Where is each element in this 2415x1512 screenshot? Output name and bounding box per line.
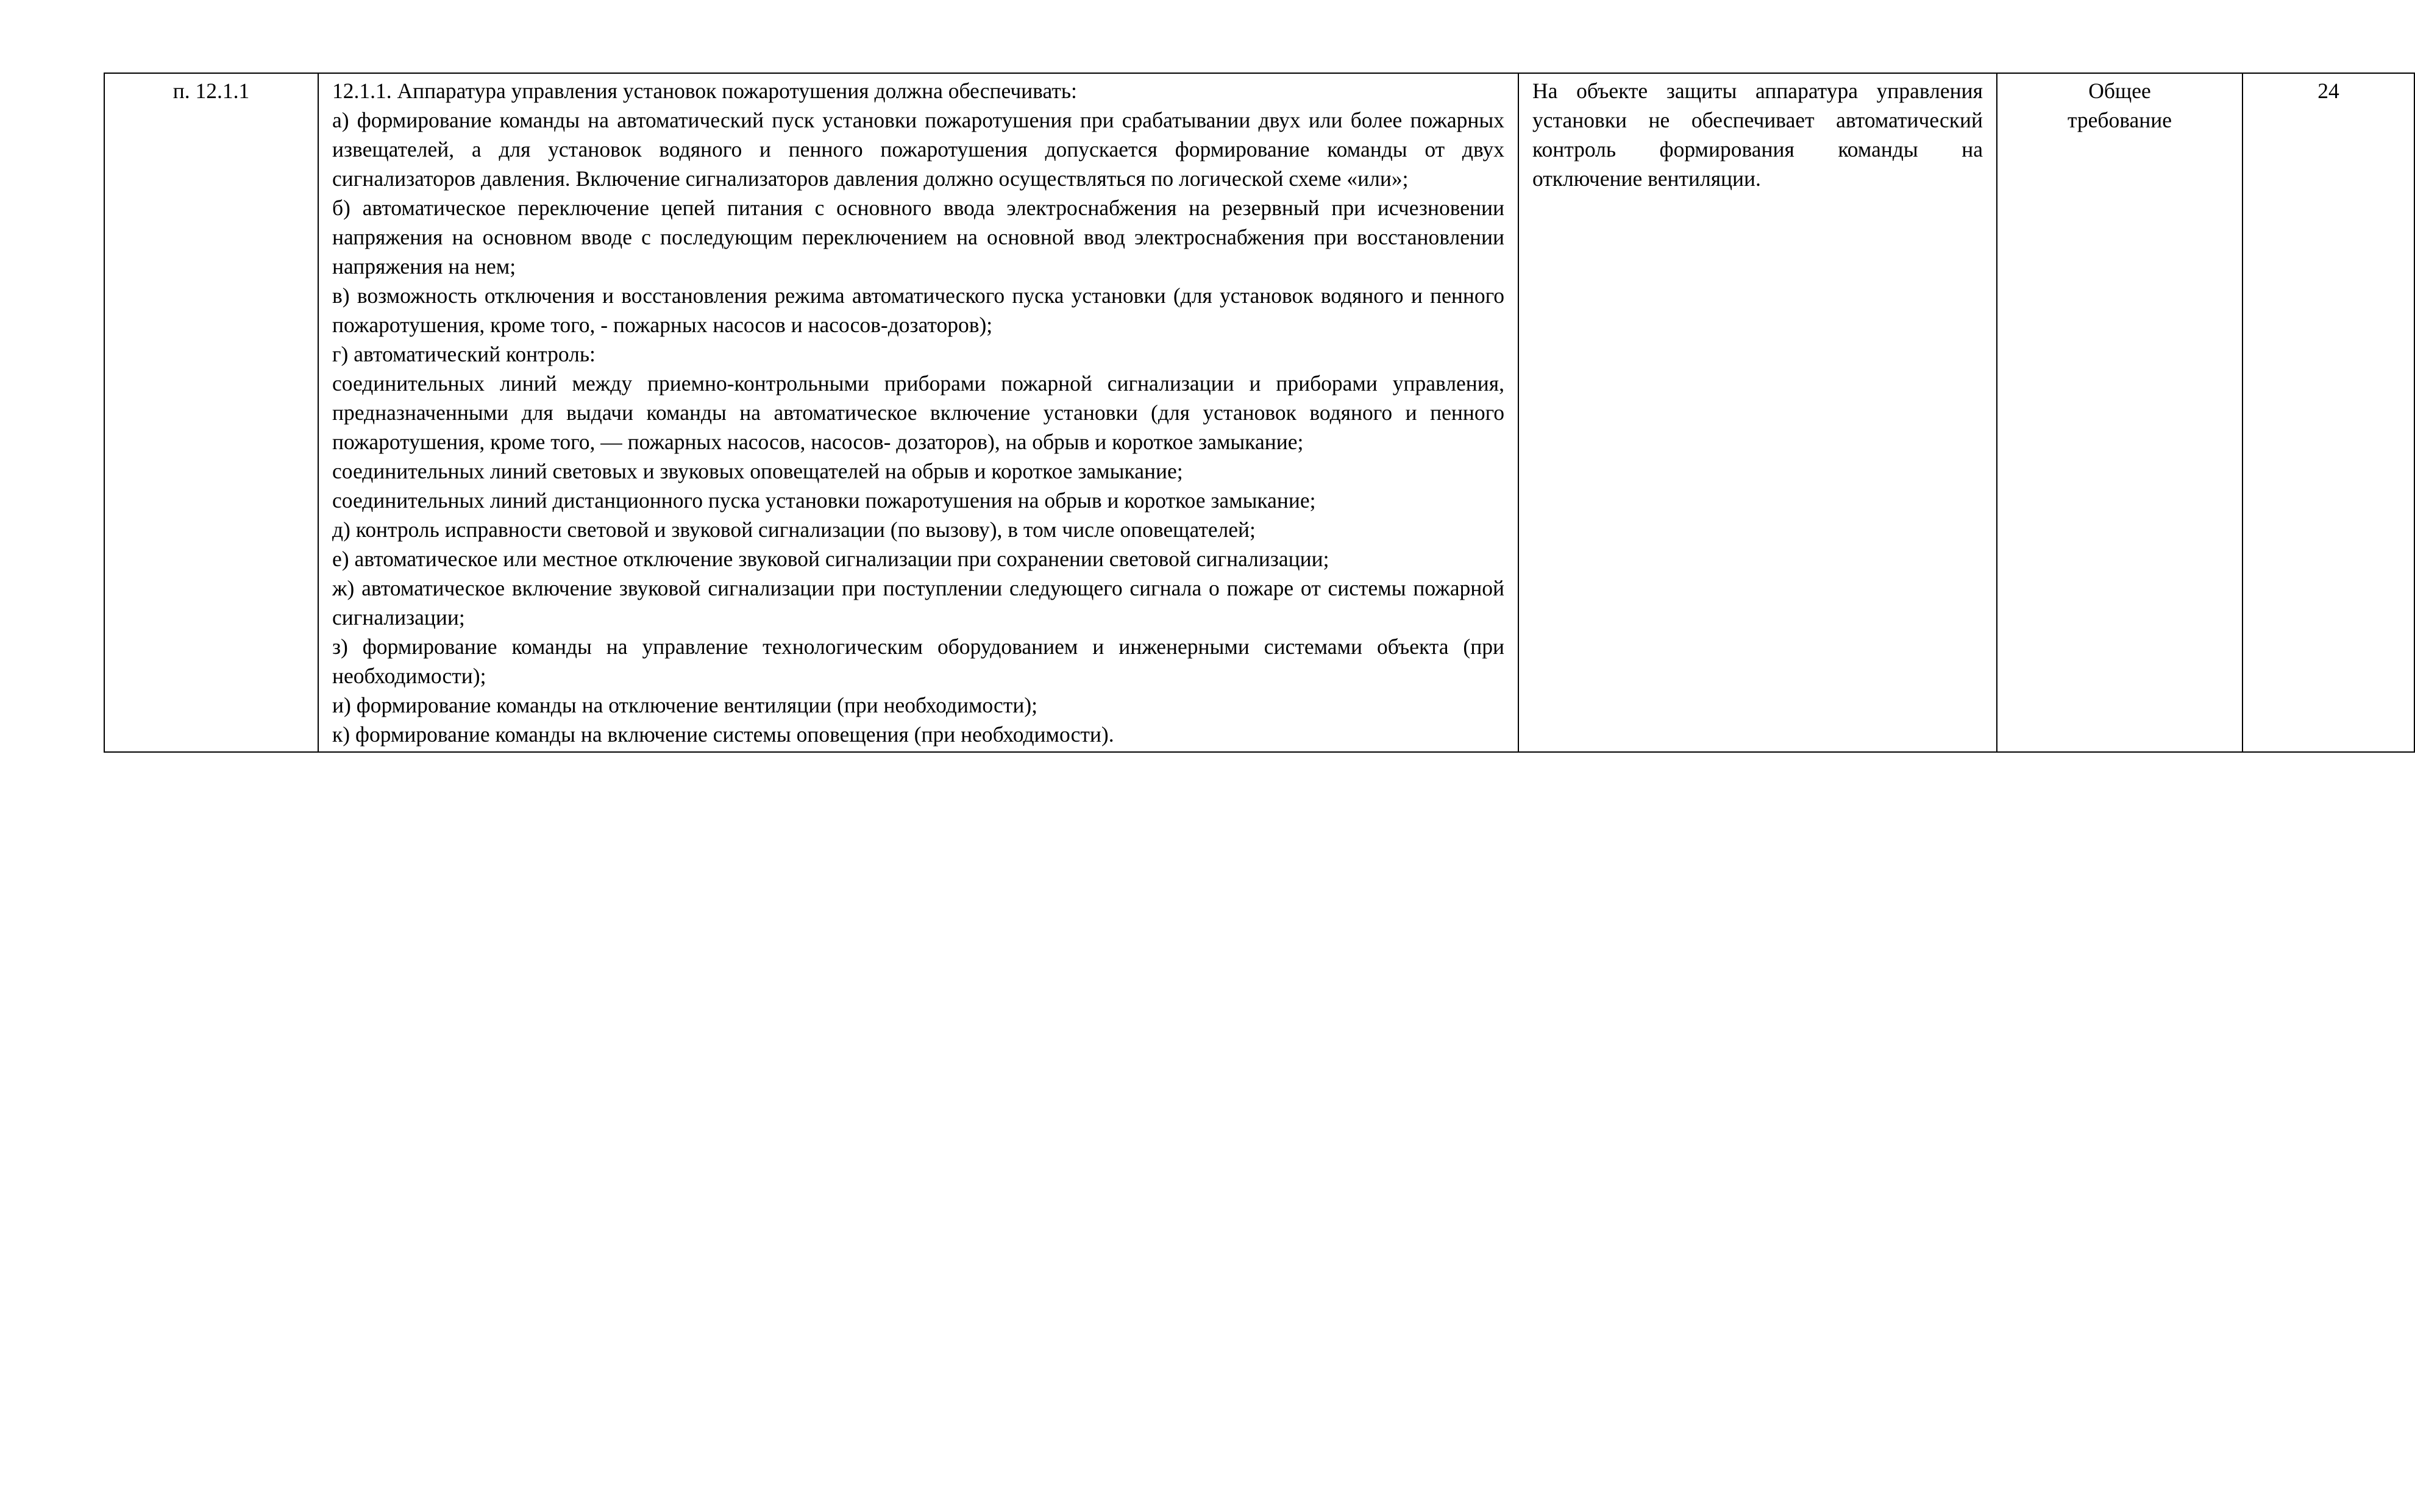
requirement-item-g: г) автоматический контроль:	[332, 342, 596, 366]
requirements-table	[104, 73, 2415, 753]
requirement-item-d: д) контроль исправности световой и звуковой сигнализации (по вызову), в том числе оповещателей;	[332, 517, 1256, 542]
requirement-item-g-3: соединительных линий дистанционного пуска установки пожаротушения на обрыв и короткое замыкание;	[332, 488, 1316, 513]
reference-cell	[104, 73, 318, 752]
requirement-type-line2: требование	[2067, 108, 2172, 132]
requirement-item-k: к) формирование команды на включение системы оповещения (при необходимости).	[332, 722, 1114, 747]
number-cell	[2242, 73, 2414, 752]
requirement-item-a: а) формирование команды на автоматический пуск установки пожаротушения при срабатывании двух или более пожарных извещателей, а для установок водяного и пенного пожаротушения допускается формирование команды от двух сигнализаторов давления. Включение сигнализаторов давления должно осуществляться по логической схеме «или»;	[332, 108, 1504, 191]
requirement-heading: 12.1.1. Аппаратура управления установок пожаротушения должна обеспечивать:	[332, 79, 1077, 103]
requirement-type-cell	[1997, 73, 2242, 752]
reference-text: п. 12.1.1	[172, 79, 250, 103]
requirement-item-v: в) возможность отключения и восстановления режима автоматического пуска установки (для установок водяного и пенного пожаротушения, кроме того, - пожарных насосов и насосов-дозаторов);	[332, 283, 1504, 337]
requirement-item-zh: ж) автоматическое включение звуковой сигнализации при поступлении следующего сигнала о пожаре от системы пожарной сигнализации;	[332, 576, 1504, 630]
requirement-item-z: з) формирование команды на управление технологическим оборудованием и инженерными системами объекта (при необходимости);	[332, 634, 1504, 688]
requirement-item-b: б) автоматическое переключение цепей питания с основного ввода электроснабжения на резервный при исчезновении напряжения на основном вводе с последующим переключением на основной ввод электроснабжения при восстановлении напряжения на нем;	[332, 196, 1504, 279]
requirement-item-g-2: соединительных линий световых и звуковых оповещателей на обрыв и короткое замыкание;	[332, 459, 1183, 483]
requirement-item-g-1: соединительных линий между приемно-контрольными приборами пожарной сигнализации и приборами управления, предназначенными для выдачи команды на автоматическое включение установки (для установок водяного и пенного пожаротушения, кроме того, — пожарных насосов, насосов- дозаторов), на обрыв и короткое замыкание;	[332, 371, 1504, 454]
requirement-type-line1: Общее	[2088, 79, 2151, 103]
requirement-item-e: е) автоматическое или местное отключение звуковой сигнализации при сохранении световой сигнализации;	[332, 547, 1329, 571]
table-row	[104, 73, 2414, 752]
violation-text: На объекте защиты аппаратура управления установки не обеспечивает автоматический контроль формирования команды на отключение вентиляции.	[1532, 79, 1983, 191]
requirement-item-i: и) формирование команды на отключение вентиляции (при необходимости);	[332, 693, 1038, 717]
requirement-cell	[318, 73, 1518, 752]
row-number: 24	[2317, 79, 2339, 103]
violation-cell	[1518, 73, 1997, 752]
